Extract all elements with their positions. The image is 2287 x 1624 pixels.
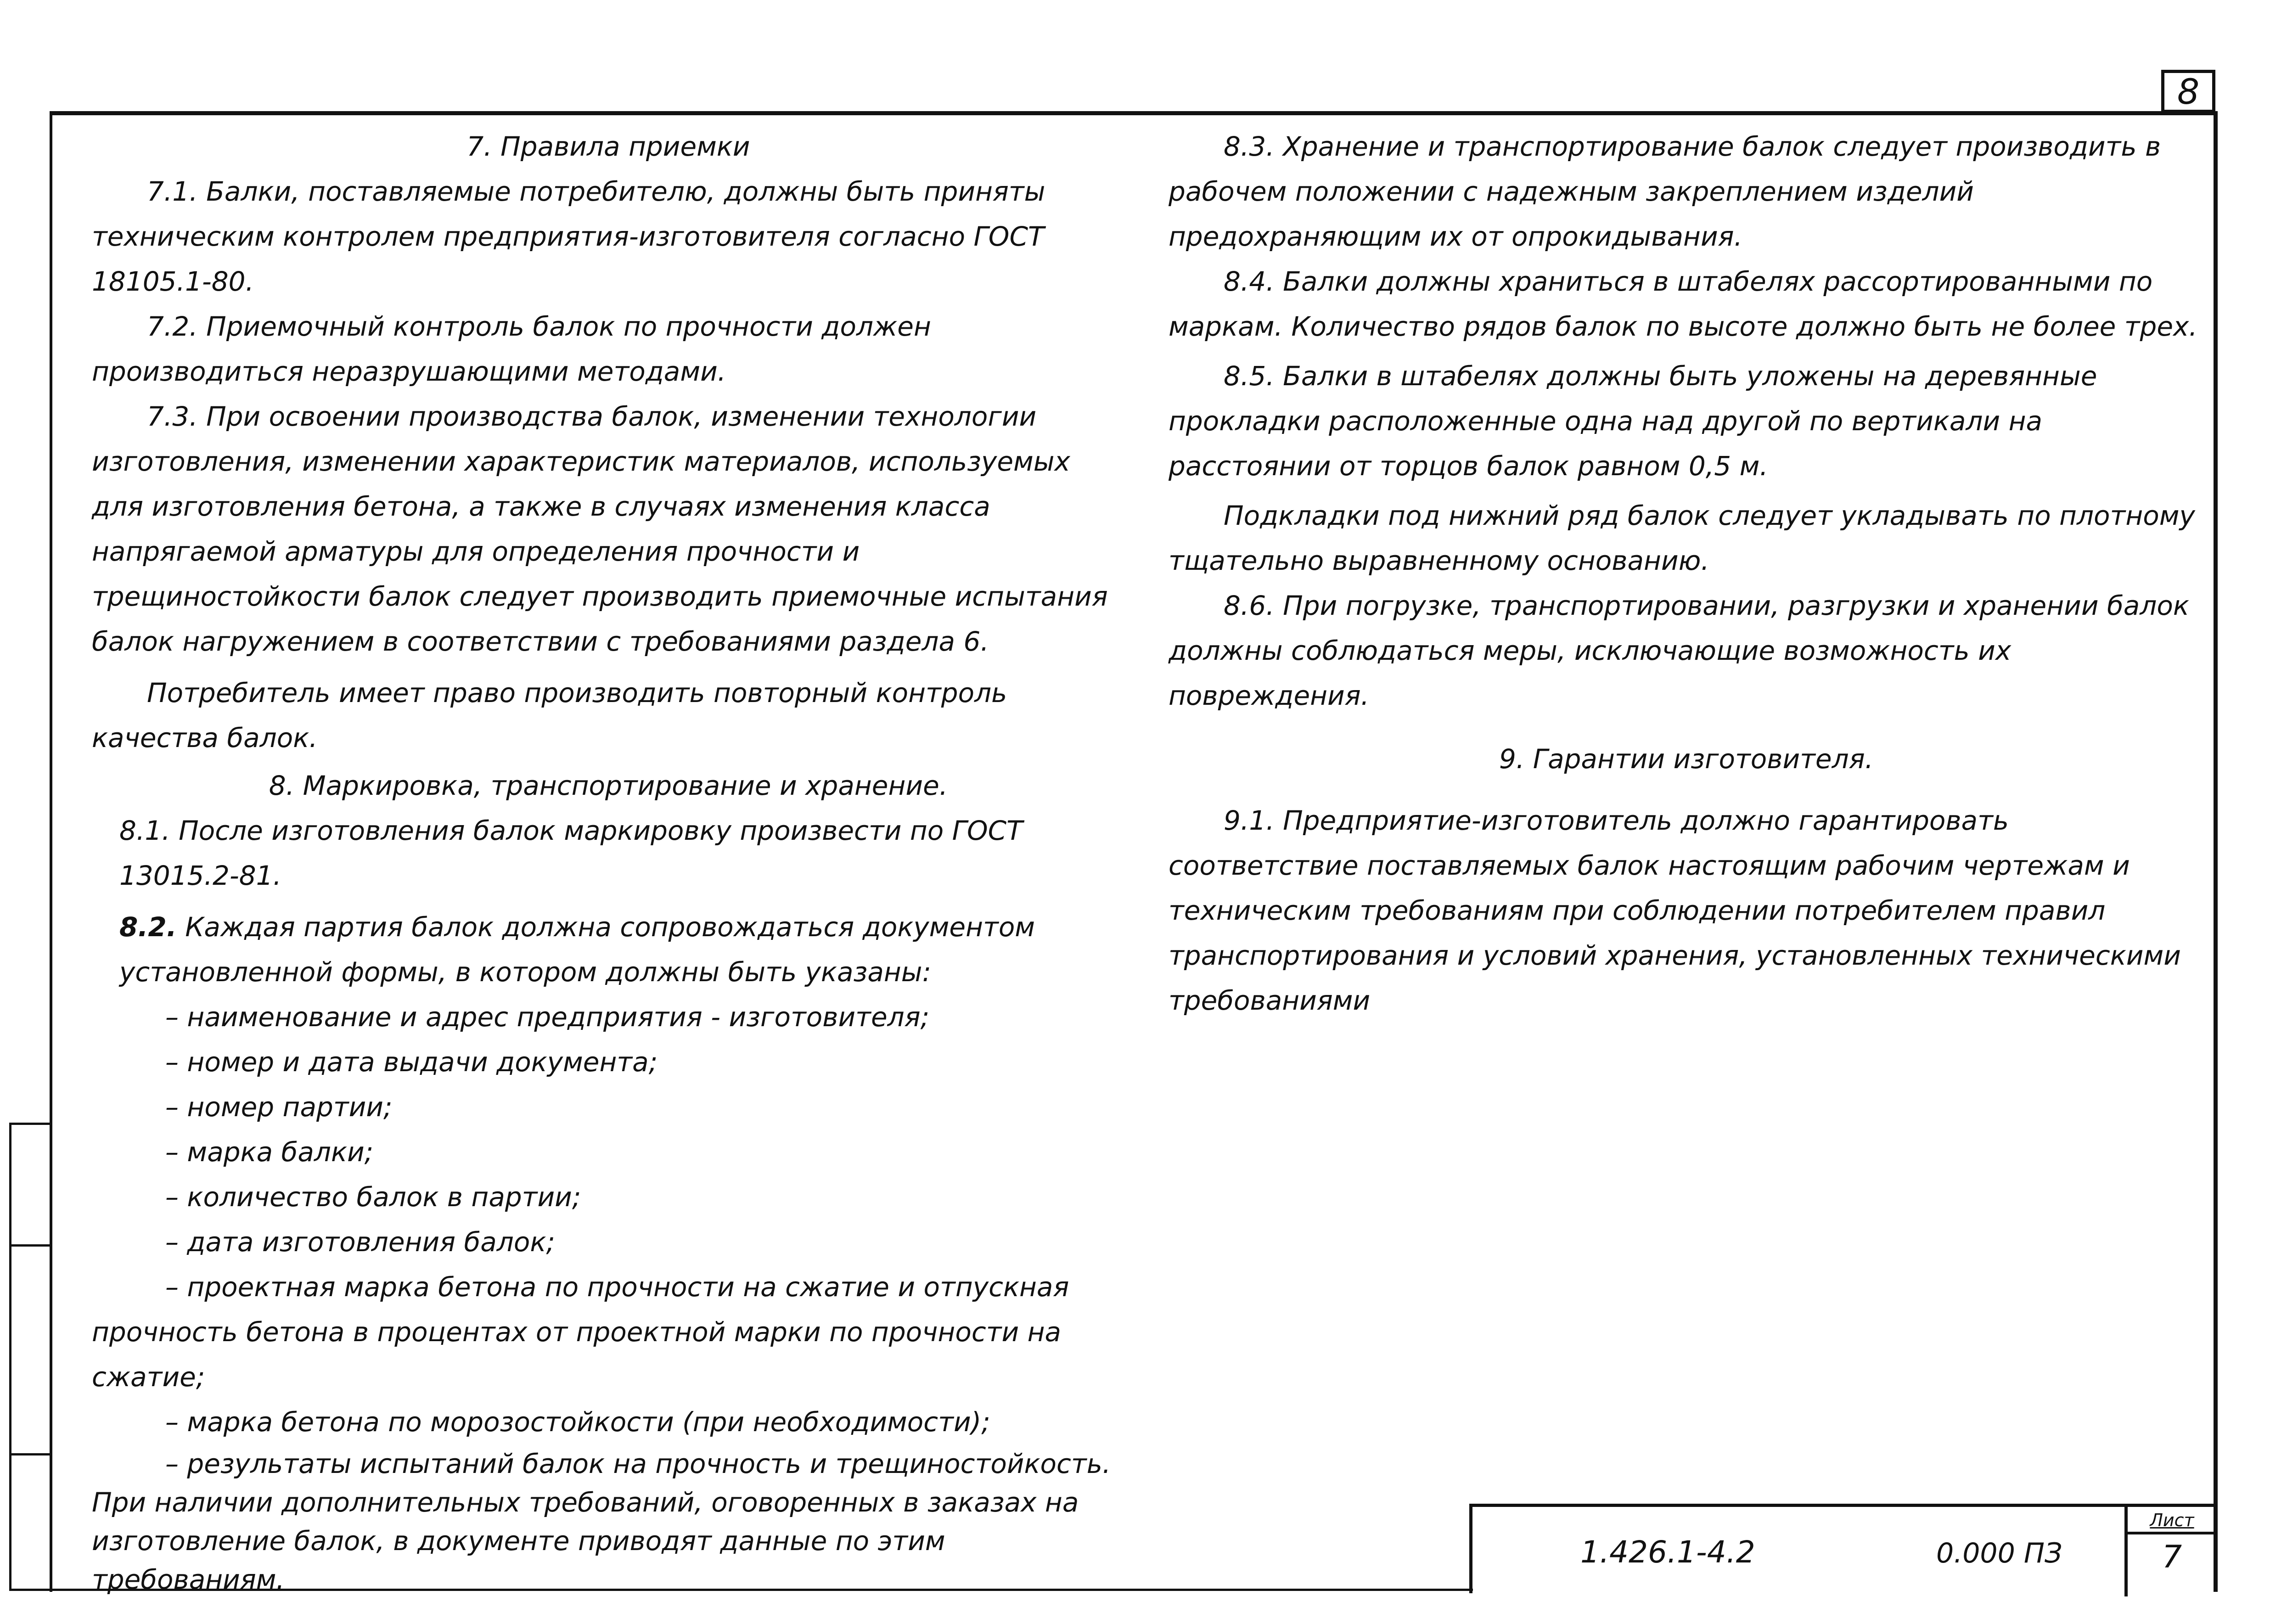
section-9-heading: 9. Гарантии изготовителя. <box>1499 743 1874 775</box>
sheet-cell <box>2124 1507 2216 1596</box>
left-column <box>92 124 1125 1599</box>
binding-strip-1 <box>9 1123 51 1247</box>
list-item: – марка балки; <box>165 1136 374 1168</box>
section-8-heading: 8. Маркировка, транспортирование и хранение. <box>269 770 948 801</box>
clause-8-2 <box>92 905 1125 995</box>
list-item: – дата изготовления балок; <box>165 1226 555 1258</box>
clause-9-1: 9.1. Предприятие-изготовитель должно гарантировать соответствие поставляемых балок настоящим рабочим чертежам и техническим требованиям при соблюдении потребителем правил транспортирования и условий хранения, установленных техническими требованиями <box>1169 805 2181 1016</box>
clause-8-2-number: 8.2. <box>119 911 177 943</box>
sheet-label: Лист <box>2128 1507 2216 1534</box>
title-block <box>1469 1504 2218 1593</box>
clause-8-4: 8.4. Балки должны храниться в штабелях рассортированными по маркам. Количество рядов балок по высоте должно быть не более трех. <box>1169 266 2197 342</box>
document-code: 1.426.1-4.2 <box>1580 1534 1755 1570</box>
clause-8-6: 8.6. При погрузке, транспортировании, разгрузки и хранении балок должны соблюдаться меры, исключающие возможность их повреждения. <box>1169 590 2189 711</box>
binding-strip-3 <box>9 1453 51 1591</box>
list-item: – количество балок в партии; <box>165 1181 581 1213</box>
clause-8-3: 8.3. Хранение и транспортирование балок следует производить в рабочем положении с надежным закреплением изделий предохраняющим их от опрокидывания. <box>1169 131 2161 252</box>
list-item: – номер и дата выдачи документа; <box>165 1046 658 1078</box>
clause-7-1: 7.1. Балки, поставляемые потребителю, должны быть приняты техническим контролем предприятия-изготовителя согласно ГОСТ 18105.1-80. <box>92 176 1045 297</box>
right-column <box>1169 124 2204 1023</box>
clause-8-1: 8.1. После изготовления балок маркировку произвести по ГОСТ 13015.2-81. <box>119 815 1023 891</box>
sheet-number: 7 <box>2162 1539 2182 1575</box>
section-7-heading: 7. Правила приемки <box>466 131 750 162</box>
clause-8-5: 8.5. Балки в штабелях должны быть уложены на деревянные прокладки расположенные одна над другой по вертикали на расстоянии от торцов балок равном 0,5 м. <box>1169 360 2097 482</box>
clause-7-4: Потребитель имеет право производить повторный контроль качества балок. <box>92 677 1007 753</box>
clause-7-3: 7.3. При освоении производства балок, изменении технологии изготовления, изменении характеристик материалов, используемых для изготовления бетона, а также в случаях изменения класса напрягаемой арматуры для определения прочности и трещиностойкости балок следует производить приемочные испытания балок нагружением в соответствии с требованиями раздела 6. <box>92 401 1108 657</box>
list-item-frost: – марка бетона по морозостойкости (при необходимости); <box>165 1406 990 1438</box>
clause-8-2-text: Каждая партия балок должна сопровождаться документом установленной формы, в котором должны быть указаны: <box>119 911 1035 988</box>
binding-strip-2 <box>9 1244 51 1455</box>
clause-8-5-note: Подкладки под нижний ряд балок следует укладывать по плотному тщательно выравненному основанию. <box>1169 500 2195 576</box>
document-designation: 0.000 ПЗ <box>1936 1537 2062 1569</box>
list-item: – наименование и адрес предприятия - изготовителя; <box>165 1001 930 1033</box>
sheet-number-top: 8 <box>2161 70 2215 113</box>
list-item: – номер партии; <box>165 1091 393 1123</box>
list-item-strength: – проектная марка бетона по прочности на сжатие и отпускная прочность бетона в процентах от проектной марки по прочности на сжатие; <box>92 1271 1069 1393</box>
clause-7-2: 7.2. Приемочный контроль балок по прочности должен производиться неразрушающими методами. <box>92 311 931 387</box>
list-item-results: – результаты испытаний балок на прочность и трещиностойкость. При наличии дополнительных требований, оговоренных в заказах на изготовление балок, в документе приводят данные по этим требованиям. <box>92 1448 1111 1595</box>
